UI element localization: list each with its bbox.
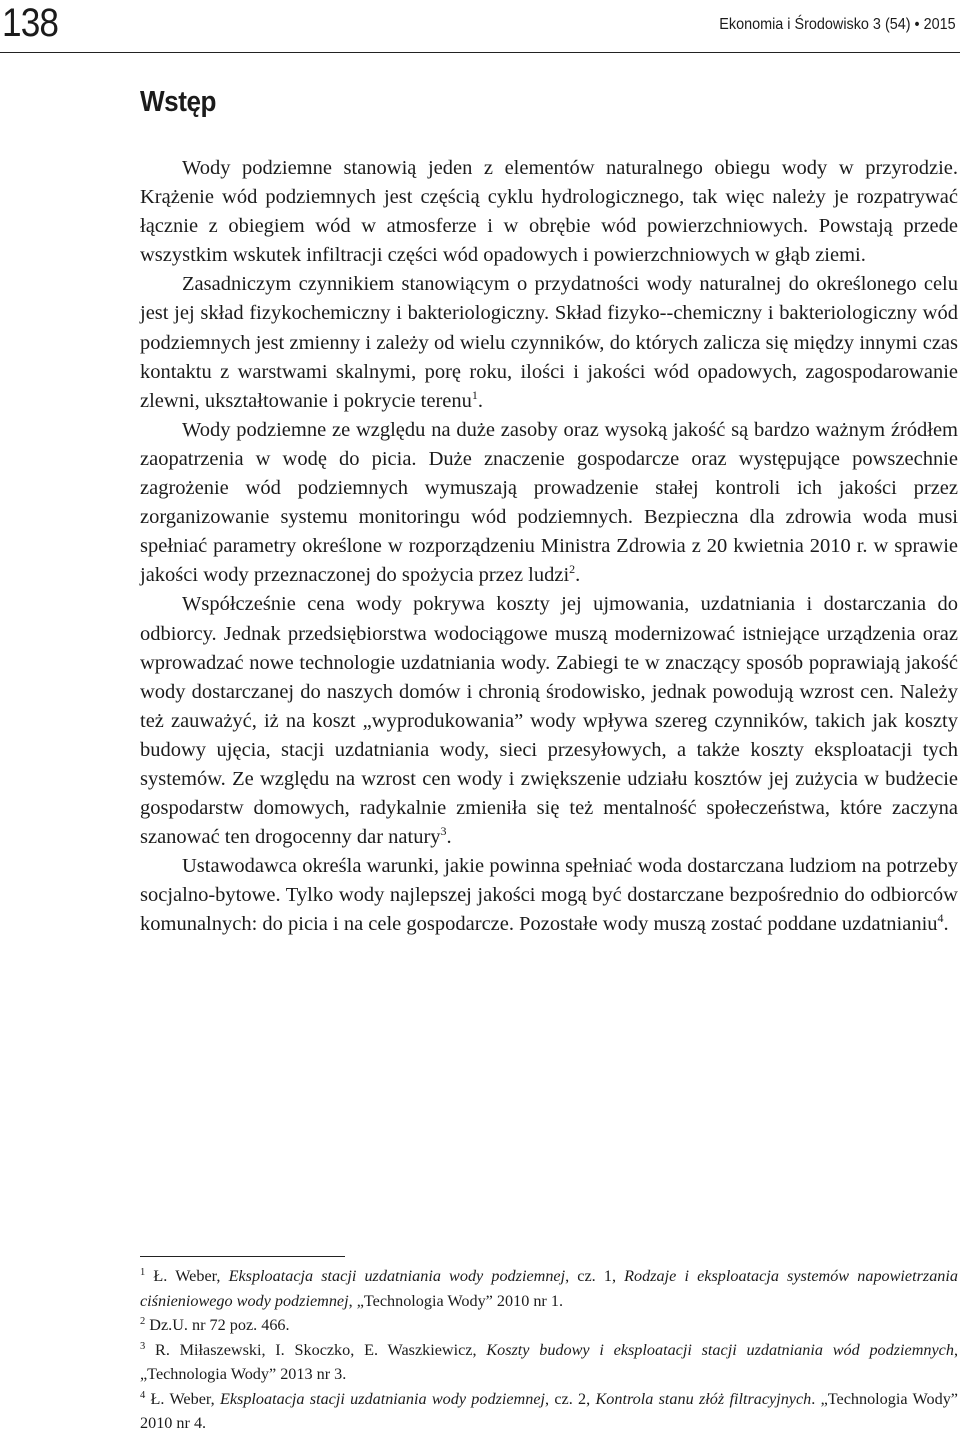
text-run: . xyxy=(446,826,452,849)
paragraph xyxy=(140,270,958,415)
text-run: Wody podziemne ze względu na duże zasoby oraz wysoką jakość są bardzo ważnym źródłem zaopatrzenia w wodę do picia. Duże znaczenie gospodarcze oraz występujące powszechnie zagrożenie wód podziemnych wymuszają prowadzenie stałej kontroli ich jakości przez zorganizowanie systemu monitoringu wód podziemnych. Bezpieczna dla zdrowia woda musi spełniać parametry określone w rozporządzeniu Ministra Zdrowia z 20 kwietnia 2010 r. w sprawie jakości wody przeznaczonej do spożycia przez ludzi xyxy=(140,418,958,587)
text-run: Zasadniczym czynnikiem stanowiącym o przydatności wody naturalnej do określonego celu jest jej skład fizykochemiczny i bakteriologiczny. Skład fizyko--chemiczny i bakteriologiczny wód podziemnych jest zmienny i zależy od wielu czynników, do których zalicza się między innymi czas kontaktu z warstwami skalnymi, porę roku, ilości i jakości wód opadowych, zagospodarowanie zlewni, ukształtowanie i pokrycie terenu xyxy=(140,273,958,412)
footnote-reference: 4 xyxy=(937,911,944,926)
footnote xyxy=(140,1264,958,1313)
text-run: Dz.U. nr 72 poz. 466. xyxy=(149,1316,290,1334)
footnote-reference: 3 xyxy=(440,824,447,839)
text-run: Współcześnie cena wody pokrywa koszty jej ujmowania, uzdatniania i dostarczania do odbiorcy. Jednak przedsiębiorstwa wodociągowe muszą modernizować istniejące urządzenia oraz wprowadzać nowe technologie uzdatniania wody. Zabiegi te w znaczący sposób poprawiają jakość wody dostarczanej do naszych domów i chronią środowisko, jednak powodują wzrost cen. Należy też zauważyć, iż na koszt „wyprodukowania” wody wpływa szereg czynników, takich jak koszty budowy ujęcia, stacji uzdatniania wody, sieci przesyłowych, a także koszty eksploatacji tych systemów. Ze względu na wzrost cen wody i zwiększenie udziału kosztów jej zużycia w budżecie gospodarstw domowych, radykalnie zmieniła się też mentalność społeczeństwa, które zaczyna szanować ten drogocenny dar natury xyxy=(140,593,958,849)
text-run: Wody podziemne stanowią jeden z elementów naturalnego obiegu wody w przyrodzie. Krążenie wód podziemnych jest częścią cyklu hydrologicznego, tak więc należy je rozpatrywać łącznie z obiegiem wód w atmosferze i w obrębie wód powierzchniowych. Powstają przede wszystkim wskutek infiltracji części wód opadowych i powierzchniowych w głąb ziemi. xyxy=(140,157,958,267)
paragraph xyxy=(140,154,958,270)
footnote-number: 4 xyxy=(140,1389,146,1401)
italic-title: Eksploatacja stacji uzdatniania wody podziemnej xyxy=(219,1389,546,1408)
footnote-number: 3 xyxy=(140,1340,146,1352)
text-run: Ł. Weber, xyxy=(150,1389,220,1408)
paragraph xyxy=(140,590,958,852)
text-run: , „Technologia Wody” 2013 nr 3. xyxy=(140,1340,959,1383)
italic-title: Kontrola stanu złóż filtracyjnych xyxy=(595,1389,812,1408)
italic-title: Koszty budowy i eksploatacji stacji uzdatniania wód podziemnych xyxy=(486,1340,954,1359)
italic-title: Eksploatacja stacji uzdatniania wody podziemnej xyxy=(228,1267,566,1285)
section-title: Wstęp xyxy=(140,86,217,118)
footnotes xyxy=(140,1264,958,1436)
journal-running-head: Ekonomia i Środowisko 3 (54) • 2015 xyxy=(719,16,956,33)
text-run: . xyxy=(943,913,949,936)
running-header xyxy=(0,0,960,53)
footnote-number: 1 xyxy=(140,1267,146,1278)
text-run: , „Technologia Wody” 2010 nr 1. xyxy=(348,1291,564,1310)
text-run: . xyxy=(477,389,483,412)
body-text xyxy=(140,154,958,940)
footnote xyxy=(140,1387,958,1436)
text-run: , cz. 2, xyxy=(545,1389,596,1408)
footnote-separator xyxy=(140,1256,345,1257)
footnote xyxy=(140,1313,958,1338)
italic-title: Rodzaje i eksploatacja systemów napowietrzania ciśnieniowego wody podziemnej xyxy=(140,1267,958,1310)
text-run: . xyxy=(575,564,581,587)
text-run: . „Technologia Wody” 2010 nr 4. xyxy=(140,1389,958,1432)
footnote-number: 2 xyxy=(140,1316,146,1327)
text-run: Ł. Weber, xyxy=(153,1267,229,1285)
footnote-reference: 1 xyxy=(471,387,478,402)
paragraph xyxy=(140,416,958,591)
footnote-reference: 2 xyxy=(569,562,576,577)
text-run: Ustawodawca określa warunki, jakie powinna spełniać woda dostarczana ludziom na potrzeby socjalno-bytowe. Tylko wody najlepszej jakości mogą być dostarczane bezpośrednio do odbiorców komunalnych: do picia i na cele gospodarcze. Pozostałe wody muszą zostać poddane uzdatnianiu xyxy=(140,855,958,936)
page-number: 138 xyxy=(2,1,59,45)
text-run: R. Miłaszewski, I. Skoczko, E. Waszkiewicz, xyxy=(155,1340,487,1359)
footnote xyxy=(140,1338,958,1387)
text-run: , cz. 1, xyxy=(565,1267,625,1285)
paragraph xyxy=(140,852,958,939)
